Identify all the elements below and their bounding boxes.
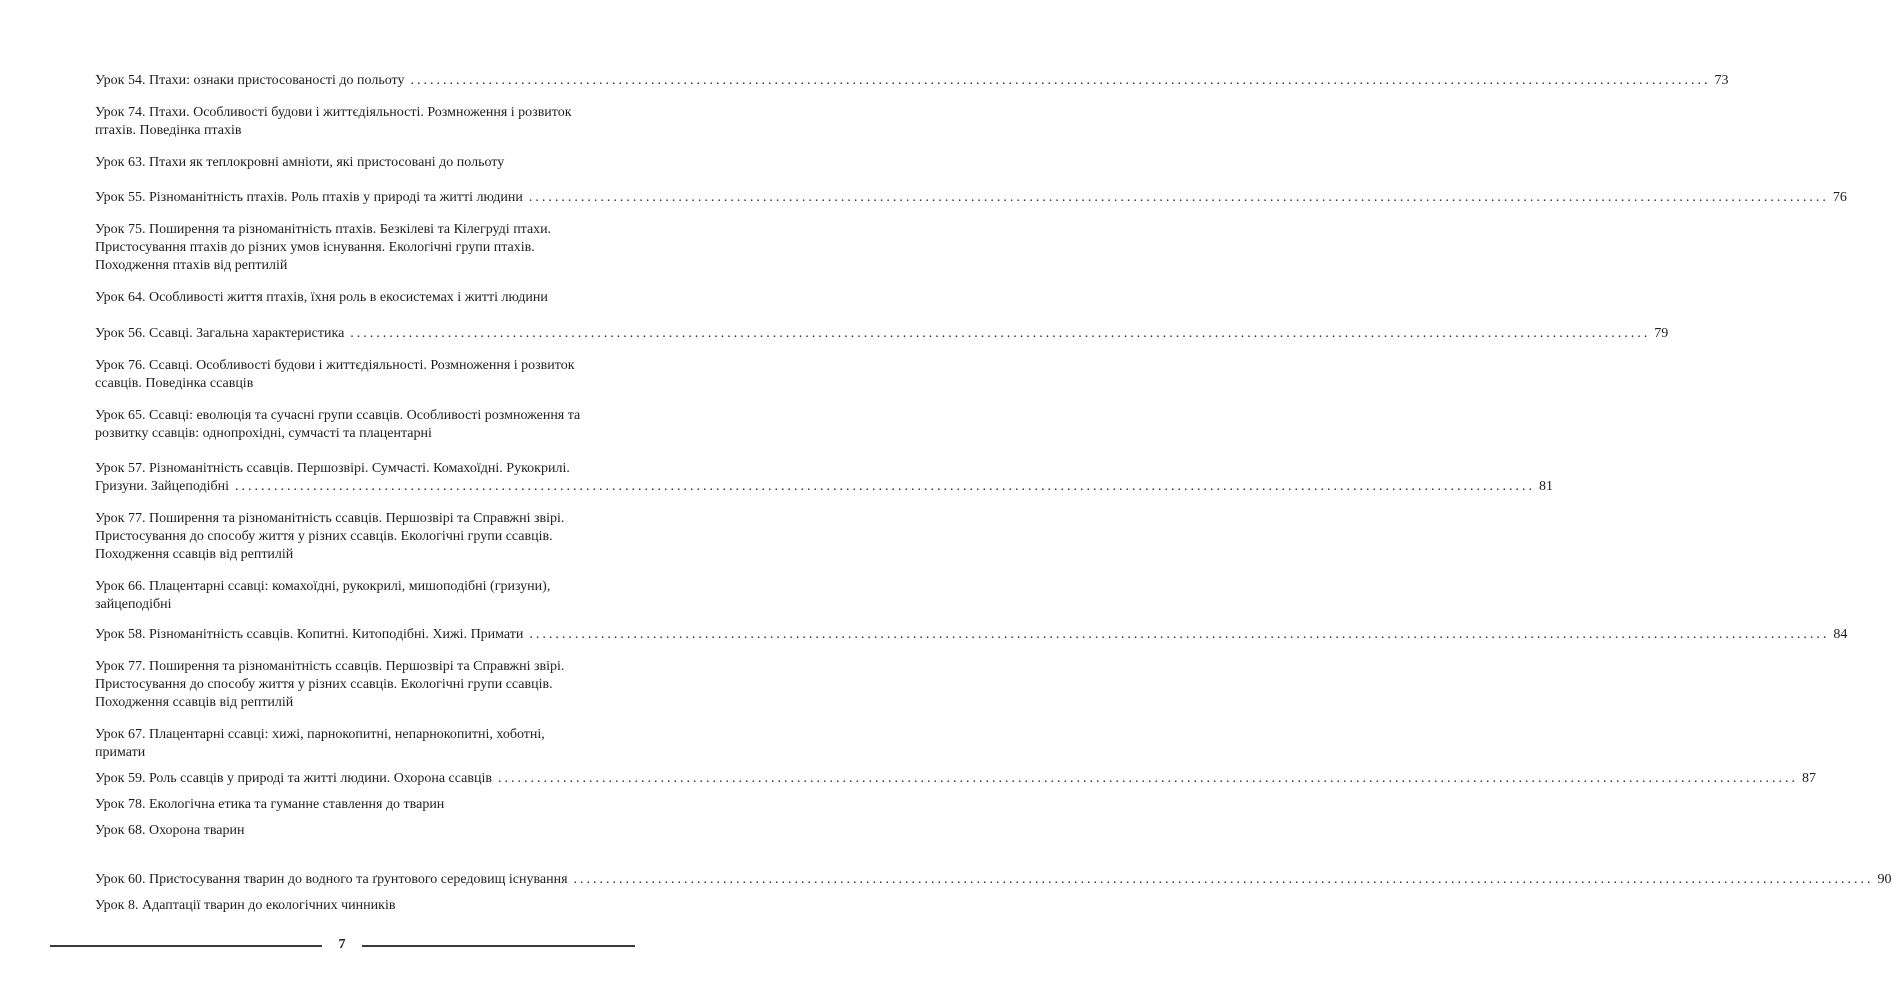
toc-related-entry bbox=[95, 357, 637, 393]
toc-related-line: Урок 65. Ссавці: еволюція та сучасні групи ссавців. Особливості розмноження та bbox=[95, 408, 581, 423]
footer-rule-right bbox=[362, 945, 635, 947]
toc-related-line: Урок 68. Охорона тварин bbox=[95, 823, 245, 838]
toc-related-line: Урок 76. Ссавці. Особливості будови і життєдіяльності. Розмноження і розвиток bbox=[95, 358, 575, 373]
toc-related-line: Пристосування до способу життя у різних ссавців. Екологічні групи ссавців. bbox=[95, 529, 553, 544]
toc-related-line: Пристосування до способу життя у різних ссавців. Екологічні групи ссавців. bbox=[95, 677, 553, 692]
toc-related-entry bbox=[95, 897, 637, 915]
toc-main-title-line: Урок 57. Різноманітність ссавців. Першозвірі. Сумчасті. Комахоїдні. Рукокрилі. bbox=[95, 461, 570, 476]
toc-section bbox=[95, 626, 1848, 762]
toc-related-line: Урок 77. Поширення та різноманітність ссавців. Першозвірі та Справжні звірі. bbox=[95, 659, 565, 674]
toc-page-number: 76 bbox=[1832, 190, 1847, 205]
toc-related-entry bbox=[95, 822, 637, 840]
toc-section bbox=[95, 325, 1669, 443]
toc-main-title: Гризуни. Зайцеподібні bbox=[95, 479, 229, 494]
toc-related-entry bbox=[95, 221, 637, 275]
toc-section bbox=[95, 72, 1729, 172]
toc-main-entry[interactable] bbox=[95, 460, 1553, 496]
toc-related-line: Урок 64. Особливості життя птахів, їхня роль в екосистемах і житті людини bbox=[95, 290, 548, 305]
toc-related-line: примати bbox=[95, 745, 146, 760]
toc-related-line: птахів. Поведінка птахів bbox=[95, 123, 242, 138]
toc-related-line: Урок 63. Птахи як теплокровні амніоти, які пристосовані до польоту bbox=[95, 155, 505, 170]
toc-related-line: Походження ссавців від рептилій bbox=[95, 547, 294, 562]
toc-page-number: 87 bbox=[1801, 771, 1816, 786]
toc-page-number: 84 bbox=[1833, 627, 1848, 642]
toc-main-entry[interactable] bbox=[95, 189, 1847, 207]
toc-related-line: Походження ссавців від рептилій bbox=[95, 695, 294, 710]
dot-leader: ........................................................................................................................................................................................................ bbox=[350, 326, 1651, 341]
toc-main-title: Урок 54. Птахи: ознаки пристосованості до польоту bbox=[95, 73, 405, 88]
toc-page-number: 81 bbox=[1538, 479, 1553, 494]
toc-related-line: Урок 66. Плацентарні ссавці: комахоїдні, рукокрилі, мишоподібні (гризуни), bbox=[95, 579, 551, 594]
toc-related-line: ссавців. Поведінка ссавців bbox=[95, 376, 254, 391]
toc-related-entry bbox=[95, 658, 637, 712]
footer-page-number: 7 bbox=[338, 937, 346, 952]
toc-related-line: Урок 75. Поширення та різноманітність птахів. Безкілеві та Кілегруді птахи. bbox=[95, 222, 552, 237]
toc-related-entry bbox=[95, 510, 637, 564]
toc-related-entry bbox=[95, 104, 637, 140]
toc-related-line: розвитку ссавців: однопрохідні, сумчасті та плацентарні bbox=[95, 426, 432, 441]
toc-related-entry bbox=[95, 407, 637, 443]
toc-main-entry[interactable] bbox=[95, 325, 1669, 343]
toc-related-line: Урок 74. Птахи. Особливості будови і життєдіяльності. Розмноження і розвиток bbox=[95, 105, 572, 120]
toc-related-entry bbox=[95, 578, 637, 614]
toc-related-entry bbox=[95, 289, 637, 307]
toc-main-title: Урок 59. Роль ссавців у природі та житті людини. Охорона ссавців bbox=[95, 771, 492, 786]
toc-main-title: Урок 58. Різноманітність ссавців. Копитні. Китоподібні. Хижі. Примати bbox=[95, 627, 524, 642]
toc-related-line: Пристосування птахів до різних умов існування. Екологічні групи птахів. bbox=[95, 240, 535, 255]
dot-leader: ........................................................................................................................................................................................................ bbox=[497, 771, 1798, 786]
toc-related-line: Урок 78. Екологічна етика та гуманне ставлення до тварин bbox=[95, 797, 445, 812]
footer-rule-left bbox=[50, 945, 322, 947]
toc-related-entry bbox=[95, 154, 637, 172]
dot-leader: ........................................................................................................................................................................................................ bbox=[410, 73, 1711, 88]
toc-main-entry[interactable] bbox=[95, 626, 1848, 644]
toc-related-entry bbox=[95, 796, 637, 814]
toc-main-entry[interactable] bbox=[95, 72, 1729, 90]
toc-main-entry[interactable] bbox=[95, 770, 1816, 788]
toc-related-entry bbox=[95, 726, 637, 762]
toc-main-entry[interactable] bbox=[95, 871, 1892, 889]
toc-section bbox=[95, 871, 1892, 915]
toc-section bbox=[95, 770, 1816, 840]
dot-leader: ........................................................................................................................................................................................................ bbox=[528, 190, 1829, 205]
toc-main-title: Урок 60. Пристосування тварин до водного та ґрунтового середовищ існування bbox=[95, 872, 568, 887]
toc-page-number: 73 bbox=[1714, 73, 1729, 88]
toc-page-number: 79 bbox=[1654, 326, 1669, 341]
toc-related-line: Урок 77. Поширення та різноманітність ссавців. Першозвірі та Справжні звірі. bbox=[95, 511, 565, 526]
toc-related-line: Походження птахів від рептилій bbox=[95, 258, 288, 273]
toc-related-line: зайцеподібні bbox=[95, 597, 172, 612]
dot-leader: ........................................................................................................................................................................................................ bbox=[529, 627, 1830, 642]
page-footer bbox=[50, 938, 635, 954]
toc-main-title: Урок 55. Різноманітність птахів. Роль птахів у природі та житті людини bbox=[95, 190, 523, 205]
dot-leader: ........................................................................................................................................................................................................ bbox=[573, 872, 1874, 887]
toc-related-line: Урок 8. Адаптації тварин до екологічних чинників bbox=[95, 898, 396, 913]
dot-leader: ........................................................................................................................................................................................................ bbox=[234, 479, 1535, 494]
toc-section bbox=[95, 460, 1553, 614]
toc-main-title: Урок 56. Ссавці. Загальна характеристика bbox=[95, 326, 345, 341]
toc-section bbox=[95, 189, 1847, 307]
toc-page-number: 90 bbox=[1877, 872, 1892, 887]
toc-related-line: Урок 67. Плацентарні ссавці: хижі, парнокопитні, непарнокопитні, хоботні, bbox=[95, 727, 545, 742]
